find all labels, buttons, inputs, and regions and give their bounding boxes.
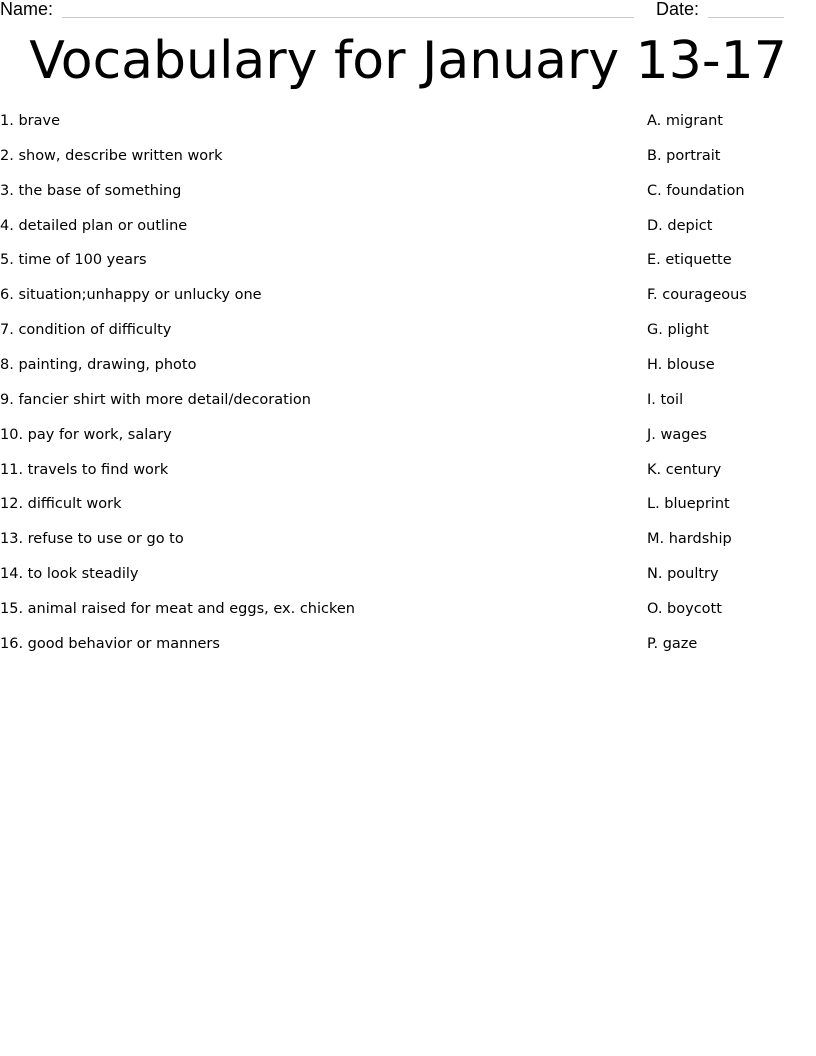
clue-item: 15. animal raised for meat and eggs, ex. chicken (0, 601, 355, 618)
clue-item: 7. condition of difficulty (0, 322, 172, 339)
answer-list (647, 111, 807, 669)
date-label: Date: (656, 0, 700, 19)
answer-item: E. etiquette (647, 252, 732, 269)
answer-item: N. poultry (647, 566, 719, 583)
answer-item: P. gaze (647, 635, 698, 652)
worksheet-header (0, 0, 816, 22)
clue-item: 3. the base of something (0, 182, 182, 199)
clue-item: 8. painting, drawing, photo (0, 357, 197, 374)
clue-item: 10. pay for work, salary (0, 426, 172, 443)
clue-item: 14. to look steadily (0, 566, 139, 583)
clue-item: 2. show, describe written work (0, 147, 223, 164)
date-blank-line (708, 17, 784, 18)
answer-item: F. courageous (647, 287, 747, 304)
answer-item: O. boycott (647, 601, 722, 618)
name-blank-line (62, 17, 634, 18)
answer-item: C. foundation (647, 182, 745, 199)
clue-item: 13. refuse to use or go to (0, 531, 184, 548)
clue-list (0, 111, 600, 669)
clue-item: 6. situation;unhappy or unlucky one (0, 287, 262, 304)
clue-item: 16. good behavior or manners (0, 635, 220, 652)
clue-item: 4. detailed plan or outline (0, 217, 188, 234)
clue-item: 11. travels to find work (0, 461, 169, 478)
answer-item: I. toil (647, 391, 684, 408)
answer-item: B. portrait (647, 147, 721, 164)
clue-item: 5. time of 100 years (0, 252, 147, 269)
answer-item: H. blouse (647, 357, 715, 374)
answer-item: D. depict (647, 217, 713, 234)
clue-item: 1. brave (0, 113, 60, 129)
answer-item: L. blueprint (647, 496, 730, 513)
page-title: Vocabulary for January 13-17 (29, 31, 787, 91)
answer-item: K. century (647, 461, 722, 478)
name-label: Name: (0, 0, 54, 19)
answer-item: A. migrant (647, 113, 723, 129)
clue-item: 9. fancier shirt with more detail/decoration (0, 391, 311, 408)
answer-item: G. plight (647, 322, 709, 339)
answer-item: M. hardship (647, 531, 732, 548)
answer-item: J. wages (647, 426, 707, 443)
clue-item: 12. difficult work (0, 496, 122, 513)
